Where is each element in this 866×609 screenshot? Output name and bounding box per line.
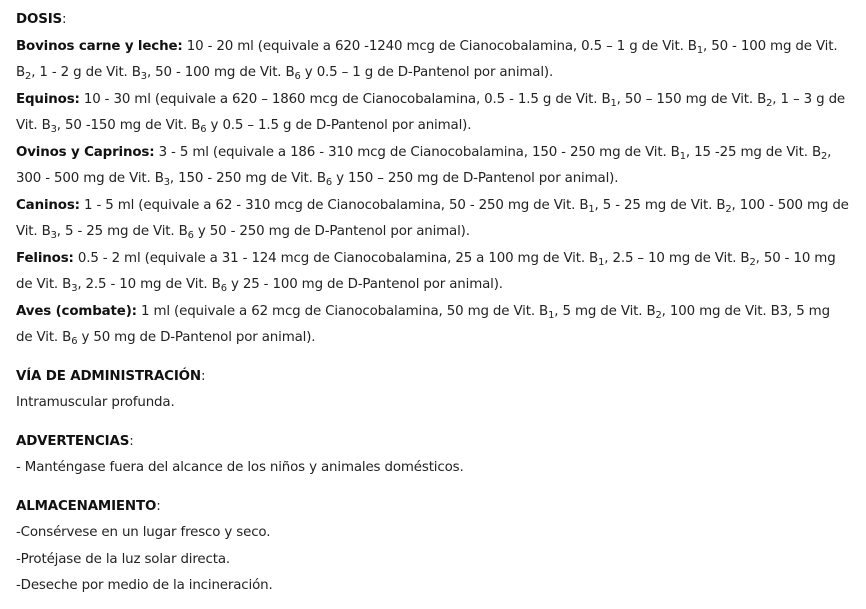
dosis-heading-line: [16, 7, 850, 34]
via-heading: VÍA DE ADMINISTRACIÓN: [16, 368, 201, 384]
dosis-entry: [16, 193, 850, 246]
dosis-text: , 1 – 3 g de Vit. B: [16, 91, 846, 133]
almacenamiento-item: -Deseche por medio de la incineración.: [16, 578, 273, 593]
vitamin-subscript: 1: [548, 309, 555, 321]
dosis-entry: [16, 34, 850, 87]
vitamin-subscript: 6: [200, 123, 207, 135]
vitamin-subscript: 3: [50, 229, 57, 241]
almacenamiento-heading: ALMACENAMIENTO: [16, 498, 157, 514]
dosis-species-label: Bovinos carne y leche:: [16, 38, 183, 54]
dosis-entry: [16, 140, 850, 193]
dosis-text: , 100 mg de Vit. B3, 5 mg de Vit. B: [16, 303, 830, 345]
vitamin-subscript: 3: [50, 123, 57, 135]
almacenamiento-heading-colon: :: [156, 498, 161, 514]
dosis-species-label: Felinos:: [16, 250, 74, 266]
vitamin-subscript: 3: [71, 282, 78, 294]
vitamin-subscript: 6: [187, 229, 194, 241]
dosis-text: y 150 – 250 mg de D-Pantenol por animal).: [332, 171, 619, 186]
dosis-entry: [16, 87, 850, 140]
dosis-text: , 2.5 - 10 mg de Vit. B: [77, 277, 221, 292]
dosis-species-label: Caninos:: [16, 197, 80, 213]
almacenamiento-item: -Consérvese en un lugar fresco y seco.: [16, 525, 271, 540]
almacenamiento-heading-line: [16, 494, 850, 521]
dosis-entry: [16, 246, 850, 299]
vitamin-subscript: 2: [820, 150, 828, 162]
dosis-text: , 50 - 100 mg de Vit. B: [16, 38, 838, 80]
vitamin-subscript: 2: [25, 70, 32, 82]
vitamin-subscript: 2: [766, 97, 773, 109]
dosis-species-label: Aves (combate):: [16, 303, 137, 319]
vitamin-subscript: 2: [749, 256, 756, 268]
dosis-text: , 5 - 25 mg de Vit. B: [56, 224, 188, 239]
dosis-text: 10 - 30 ml (equivale a 620 – 1860 mcg de Cianocobalamina, 0.5 - 1.5 g de Vit. B: [79, 91, 611, 107]
dosis-text: 0.5 - 2 ml (equivale a 31 - 124 mcg de Cianocobalamina, 25 a 100 mg de Vit. B: [73, 250, 599, 266]
dosis-text: , 300 - 500 mg de Vit. B: [16, 144, 832, 186]
via-heading-line: [16, 364, 850, 391]
advertencias-text: - Manténgase fuera del alcance de los niños y animales domésticos.: [16, 460, 464, 475]
vitamin-subscript: 6: [71, 335, 78, 347]
dosis-text: y 25 - 100 mg de D-Pantenol por animal).: [226, 277, 503, 292]
via-heading-colon: :: [200, 368, 206, 384]
dosis-text: , 50 – 150 mg de Vit. B: [616, 91, 767, 107]
vitamin-subscript: 3: [140, 70, 147, 82]
dosis-text: 1 - 5 ml (equivale a 62 - 310 mcg de Cianocobalamina, 50 - 250 mg de Vit. B: [79, 197, 589, 213]
dosis-text: y 50 mg de D-Pantenol por animal).: [77, 330, 316, 345]
dosis-text: , 15 -25 mg de Vit. B: [685, 144, 821, 160]
vitamin-subscript: 1: [598, 256, 605, 268]
vitamin-subscript: 6: [220, 282, 227, 294]
dosis-text: , 50 -150 mg de Vit. B: [56, 118, 201, 133]
dosis-text: , 50 - 100 mg de Vit. B: [146, 65, 295, 80]
almacenamiento-item: -Protéjase de la luz solar directa.: [16, 551, 230, 567]
dosis-species-label: Ovinos y Caprinos:: [16, 144, 155, 160]
vitamin-subscript: 1: [679, 150, 686, 162]
vitamin-subscript: 1: [696, 44, 703, 56]
advertencias-heading-line: [16, 429, 850, 456]
vitamin-subscript: 6: [294, 70, 301, 82]
dosis-heading: DOSIS: [16, 12, 63, 27]
dosis-text: , 5 mg de Vit. B: [554, 303, 656, 319]
dosis-entries: [16, 34, 850, 352]
dosis-text: y 0.5 – 1 g de D-Pantenol por animal).: [300, 65, 554, 80]
advertencias-heading-colon: :: [129, 433, 134, 449]
dosis-text: , 50 - 10 mg de Vit. B: [16, 250, 836, 292]
advertencias-heading: ADVERTENCIAS: [16, 433, 130, 449]
dosis-text: 3 - 5 ml (equivale a 186 - 310 mcg de Cianocobalamina, 150 - 250 mg de Vit. B: [154, 144, 680, 160]
dosis-text: 1 ml (equivale a 62 mcg de Cianocobalamina, 50 mg de Vit. B: [136, 303, 549, 319]
dosis-text: , 5 - 25 mg de Vit. B: [594, 197, 726, 213]
dosis-text: y 50 - 250 mg de D-Pantenol por animal).: [193, 224, 470, 239]
dosis-text: , 100 - 500 mg de Vit. B: [16, 197, 849, 239]
vitamin-subscript: 1: [610, 97, 617, 109]
vitamin-subscript: 1: [588, 203, 595, 215]
dosis-text: , 1 - 2 g de Vit. B: [31, 65, 141, 80]
vitamin-subscript: 6: [325, 176, 333, 188]
dosis-text: , 150 - 250 mg de Vit. B: [169, 171, 326, 186]
vitamin-subscript: 3: [163, 176, 170, 188]
dosis-species-label: Equinos:: [16, 91, 80, 107]
dosis-text: , 2.5 – 10 mg de Vit. B: [604, 250, 750, 266]
dosis-entry: [16, 299, 850, 352]
via-text: Intramuscular profunda.: [16, 395, 175, 410]
dosis-text: y 0.5 – 1.5 g de D-Pantenol por animal).: [206, 118, 472, 133]
vitamin-subscript: 2: [725, 203, 732, 215]
dosis-heading-colon: :: [62, 12, 67, 27]
vitamin-subscript: 2: [655, 309, 662, 321]
dosis-text: 10 - 20 ml (equivale a 620 -1240 mcg de Cianocobalamina, 0.5 – 1 g de Vit. B: [182, 38, 697, 54]
